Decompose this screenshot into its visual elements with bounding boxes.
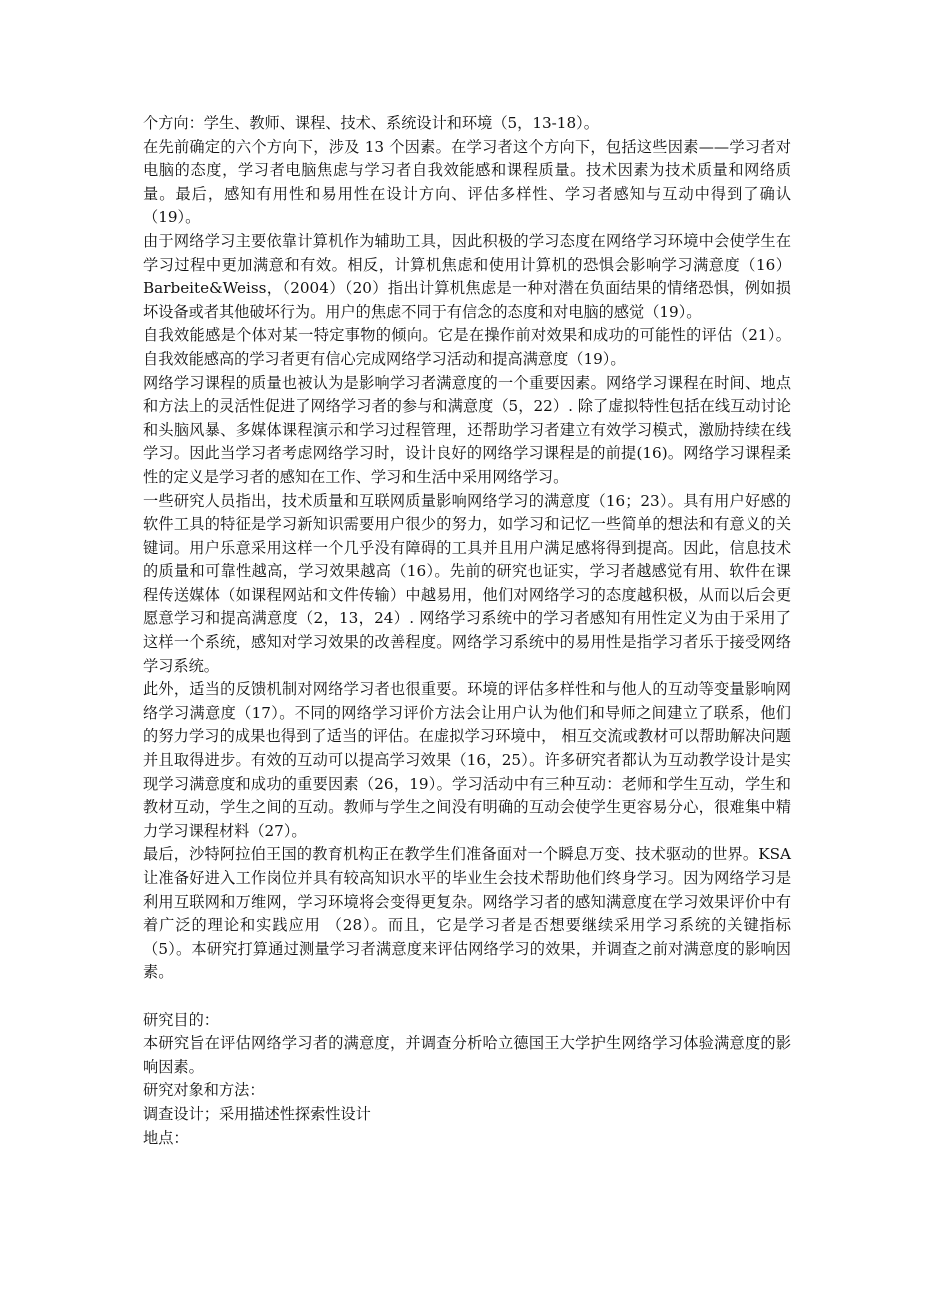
paragraph-feedback-interaction: 此外，适当的反馈机制对网络学习者也很重要。环境的评估多样性和与他人的互动等变量影响网络学习满意度（17）。不同的网络学习评价方法会让用户认为他们和导师之间建立了联系，他们的努力学习的成果也得到了适当的评估。在虚拟学习环境中， 相互交流或教材可以帮助解决问题并且取得进步。有效的互动可以提高学习效果（16，25）。许多研究者都认为互动教学设计是实现学习满意度和成功的重要因素（26，19）。学习活动中有三种互动：老师和学生互动，学生和教材互动，学生之间的互动。教师与学生之间没有明确的互动会使学生更容易分心，很难集中精力学习课程材料（27）。 <box>143 680 791 840</box>
methods-design: 调查设计；采用描述性探索性设计 <box>143 1104 371 1123</box>
paragraph-technology-quality: 一些研究人员指出，技术质量和互联网质量影响网络学习的满意度（16；23）。具有用户好感的软件工具的特征是学习新知识需要用户很少的努力，如学习和记忆一些简单的想法和有意义的关键词。用户乐意采用这样一个几乎没有障碍的工具并且用户满足感将得到提高。因此，信息技术的质量和可靠性越高，学习效果越高（16）。先前的研究也证实，学习者越感觉有用、软件在课程传送媒体（如课程网站和文件传输）中越易用，他们对网络学习的态度越积极，从而以后会更愿意学习和提高满意度（2，13，24）. 网络学习系统中的学习者感知有用性定义为由于采用了这样一个系统，感知对学习效果的改善程度。网络学习系统中的易用性是指学习者乐于接受网络学习系统。 <box>143 491 791 675</box>
methods-location-label: 地点： <box>143 1128 189 1147</box>
document-page <box>143 112 791 1150</box>
methods-heading: 研究对象和方法： <box>143 1081 265 1100</box>
paragraph-self-efficacy: 自我效能感是个体对某一特定事物的倾向。它是在操作前对效果和成功的可能性的评估（21）。自我效能感高的学习者更有信心完成网络学习活动和提高满意度（19）。 <box>143 326 791 368</box>
purpose-text: 本研究旨在评估网络学习者的满意度，并调查分析哈立德国王大学护生网络学习体验满意度的影响因素。 <box>143 1034 791 1076</box>
paragraph-computer-anxiety: 由于网络学习主要依靠计算机作为辅助工具，因此积极的学习态度在网络学习环境中会使学生在学习过程中更加满意和有效。相反，计算机焦虑和使用计算机的恐惧会影响学习满意度（16）Barbeite&Weiss，（2004）（20）指出计算机焦虑是一种对潜在负面结果的情绪恐惧，例如损坏设备或者其他破坏行为。用户的焦虑不同于有信念的态度和对电脑的感觉（19）。 <box>143 231 791 321</box>
paragraph-thirteen-factors: 在先前确定的六个方向下，涉及 13 个因素。在学习者这个方向下，包括这些因素——学习者对电脑的态度，学习者电脑焦虑与学习者自我效能感和课程质量。技术因素为技术质量和网络质量。最后，感知有用性和易用性在设计方向、评估多样性、学习者感知与互动中得到了确认 （19）。 <box>143 137 791 227</box>
paragraph-course-quality: 网络学习课程的质量也被认为是影响学习者满意度的一个重要因素。网络学习课程在时间、地点和方法上的灵活性促进了网络学习者的参与和满意度（5，22）. 除了虚拟特性包括在线互动讨论和头脑风暴、多媒体课程演示和学习过程管理，还帮助学习者建立有效学习模式，激励持续在线学习。因此当学习者考虑网络学习时，设计良好的网络学习课程是的前提(16)。网络学习课程柔性的定义是学习者的感知在工作、学习和生活中采用网络学习。 <box>143 373 791 486</box>
paragraph-saudi-context: 最后，沙特阿拉伯王国的教育机构正在教学生们准备面对一个瞬息万变、技术驱动的世界。KSA 让准备好进入工作岗位并具有较高知识水平的毕业生会技术帮助他们终身学习。因为网络学习是利用互联网和万维网，学习环境将会变得更复杂。网络学习者的感知满意度在学习效果评价中有着广泛的理论和实践应用 （28）。而且，它是学习者是否想要继续采用学习系统的关键指标（5）。本研究打算通过测量学习者满意度来评估网络学习的效果，并调查之前对满意度的影响因素。 <box>143 845 791 982</box>
blank-line <box>143 985 791 1009</box>
paragraph-directions: 个方向：学生、教师、课程、技术、系统设计和环境（5，13-18）。 <box>143 114 599 132</box>
purpose-heading: 研究目的： <box>143 1010 219 1029</box>
